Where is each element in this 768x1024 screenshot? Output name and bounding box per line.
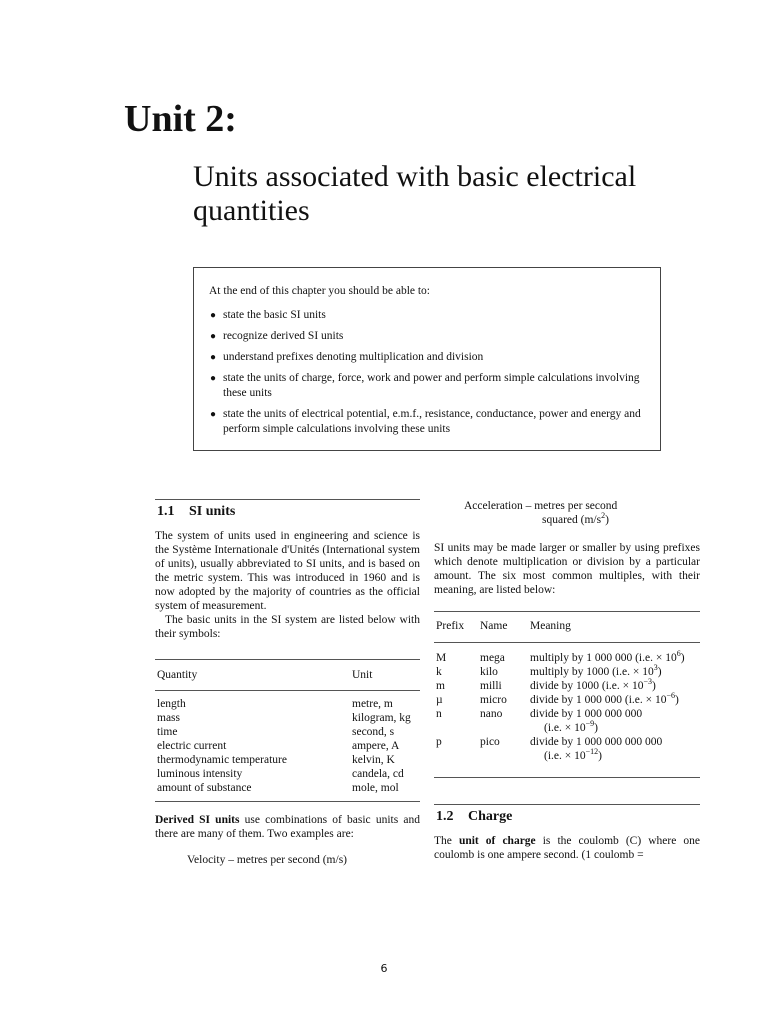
table-row: time second, s (157, 726, 395, 738)
prefix-paragraph: SI units may be made larger or smaller by using prefixes which denote multiplication or division by a particular amount. The six most common multiples, with their meaning, are listed below: (434, 542, 700, 596)
objectives-intro: At the end of this chapter you should be able to: (209, 285, 431, 297)
acceleration-example-cont: squared $(m/s^2)$ (542, 511, 609, 526)
objective-item: ● state the units of electrical potential, e.m.f., resistance, conductance, power and energy and perform simple calculations involving these units (210, 408, 641, 435)
prefix-table (434, 611, 700, 778)
si-intro-paragraph: The system of units used in engineering and science is the Système Internationale d'Unités (International system of units), usually abbreviated to SI units, and is based on the metric system. This was introduced in 1960 and is now adopted by the majority of countries as the official system of measurement. (155, 530, 420, 612)
objective-item: ● understand prefixes denoting multiplication and division (210, 351, 484, 363)
column-header-name: Name (478, 612, 528, 643)
bullet-icon: ● (210, 352, 217, 363)
table-header-row (434, 612, 700, 643)
charge-paragraph: The unit of charge is the coulomb (C) where one coulomb is one ampere second. (1 coulomb = (434, 835, 700, 861)
column-header-quantity: Quantity (155, 660, 350, 691)
objective-item: ● state the basic SI units (210, 309, 326, 321)
table-row: luminous intensity candela, cd (157, 768, 404, 780)
table-row: k kilo multiply by 1000 (i.e. × $10^3$) (436, 663, 662, 678)
objectives-box (193, 267, 661, 451)
table-row: p pico divide by 1 000 000 000 000 (i.e. × $10^{-12}$) (436, 736, 663, 762)
section-divider (155, 499, 420, 500)
column-header-meaning: Meaning (528, 612, 700, 643)
table-row: electric current ampere, A (157, 740, 400, 752)
column-header-unit: Unit (350, 660, 420, 691)
section-heading-charge: 1.2 Charge (436, 809, 513, 824)
objectives-list (209, 308, 646, 437)
table-row: mass kilogram, kg (157, 712, 411, 724)
acceleration-example: Acceleration – metres per second (464, 500, 618, 512)
table-row: M mega multiply by 1 000 000 (i.e. × $10^6$) (436, 649, 685, 664)
section-heading-si-units: 1.1 SI units (157, 504, 236, 519)
bullet-icon: ● (210, 331, 217, 342)
basic-units-table (155, 659, 420, 802)
page-number: 6 (380, 962, 388, 975)
derived-units-paragraph: Derived SI units use combinations of basic units and there are many of them. Two examples are: (155, 814, 420, 840)
table-row: amount of substance mole, mol (157, 782, 399, 794)
table-row: m milli divide by 1000 (i.e. × $10^{-3}$) (436, 677, 656, 692)
chapter-title: Units associated with basic electrical quantities (193, 160, 637, 227)
bullet-icon: ● (210, 409, 217, 420)
table-row: length metre, m (157, 698, 393, 710)
section-divider (434, 804, 700, 805)
objective-item: ● state the units of charge, force, work and power and perform simple calculations involving these units (210, 372, 640, 399)
left-column (155, 499, 420, 867)
table-row: µ micro divide by 1 000 000 (i.e. × $10^{-6}$) (436, 691, 679, 706)
table-header-row (155, 660, 420, 691)
basic-units-paragraph: The basic units in the SI system are listed below with their symbols: (155, 614, 420, 640)
table-row: thermodynamic temperature kelvin, K (157, 754, 395, 766)
objective-item: ● recognize derived SI units (210, 330, 344, 342)
velocity-example: Velocity – metres per second (m/s) (187, 854, 347, 866)
table-row: n nano divide by 1 000 000 000 (i.e. × $10^{-9}$) (436, 708, 643, 734)
bullet-icon: ● (210, 373, 217, 384)
right-column (434, 499, 700, 862)
column-header-prefix: Prefix (434, 612, 478, 643)
unit-heading: Unit 2: (124, 98, 237, 140)
bullet-icon: ● (210, 310, 217, 321)
